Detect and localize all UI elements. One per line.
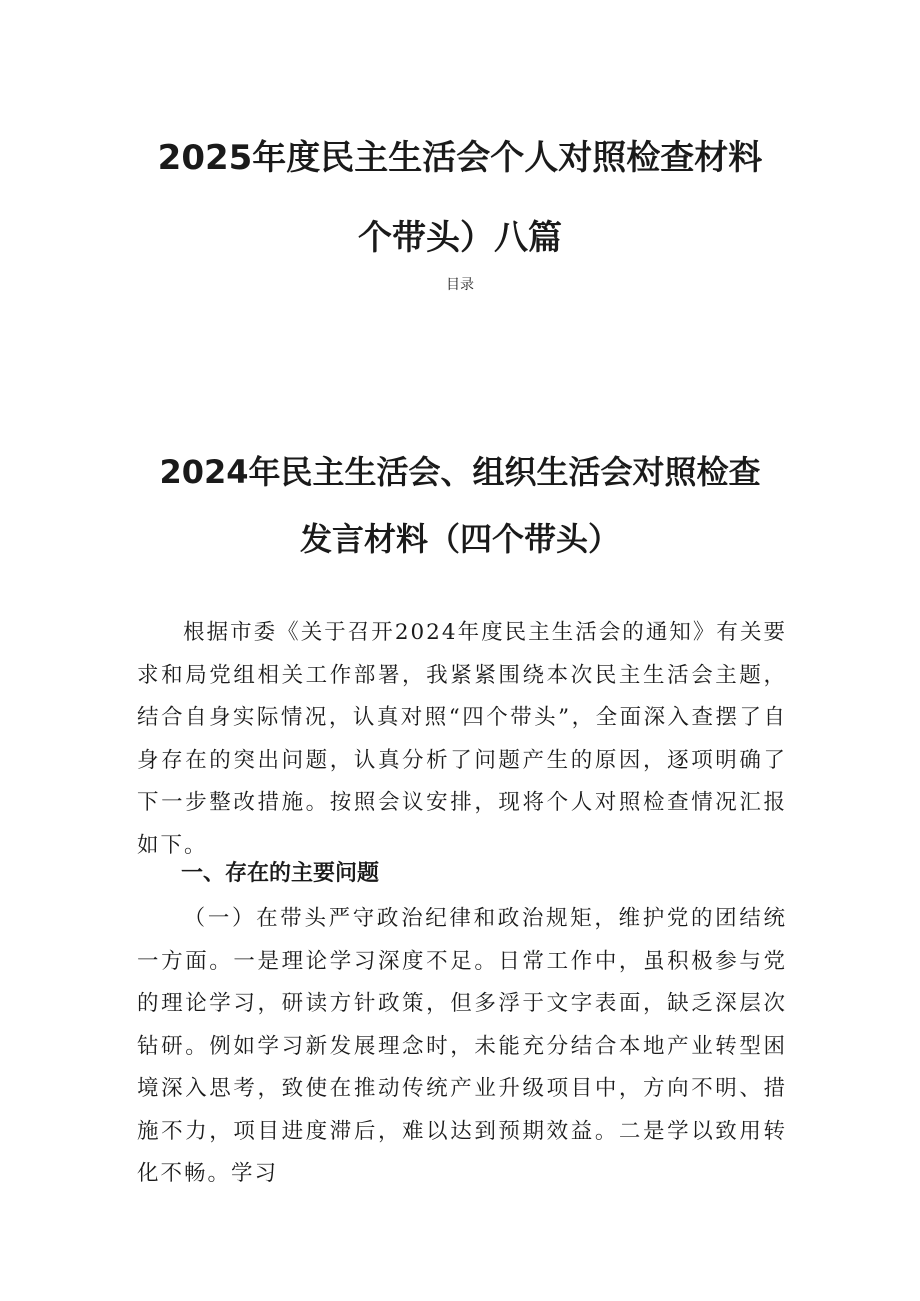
intro-paragraph-text: 根据市委《关于召开2024年度民主生活会的通知》有关要求和局党组相关工作部署，我紧紧围绕本次民主生活会主题，结合自身实际情况，认真对照“四个带头”，全面深入查摆了自身存在的突出问题，认真分析了问题产生的原因，逐项明确了下一步整改措施。按照会议安排，现将个人对照检查情况汇报如下。	[137, 620, 787, 858]
paragraph-section-1	[137, 898, 787, 1196]
section-title-line-1: 2024年民主生活会、组织生活会对照检查	[159, 453, 761, 491]
section-title-line-2: 发言材料（四个带头）	[299, 520, 620, 558]
heading-existing-problems: 一、存在的主要问题	[181, 861, 380, 886]
paragraph-section-1-text: （一）在带头严守政治纪律和政治规矩，维护党的团结统一方面。一是理论学习深度不足。日常工作中，虽积极参与党的理论学习，研读方针政策，但多浮于文字表面，缺乏深层次钻研。例如学习新发展理念时，未能充分结合本地产业转型困境深入思考，致使在推动传统产业升级项目中，方向不明、措施不力，项目进度滞后，难以达到预期效益。二是学以致用转化不畅。学习	[137, 906, 787, 1186]
document-title-line-1: 2025年度民主生活会个人对照检查材料	[157, 138, 763, 178]
toc-label: 目录	[446, 277, 474, 293]
intro-paragraph	[137, 612, 787, 867]
document-title-line-2: 个带头）八篇	[358, 218, 562, 258]
